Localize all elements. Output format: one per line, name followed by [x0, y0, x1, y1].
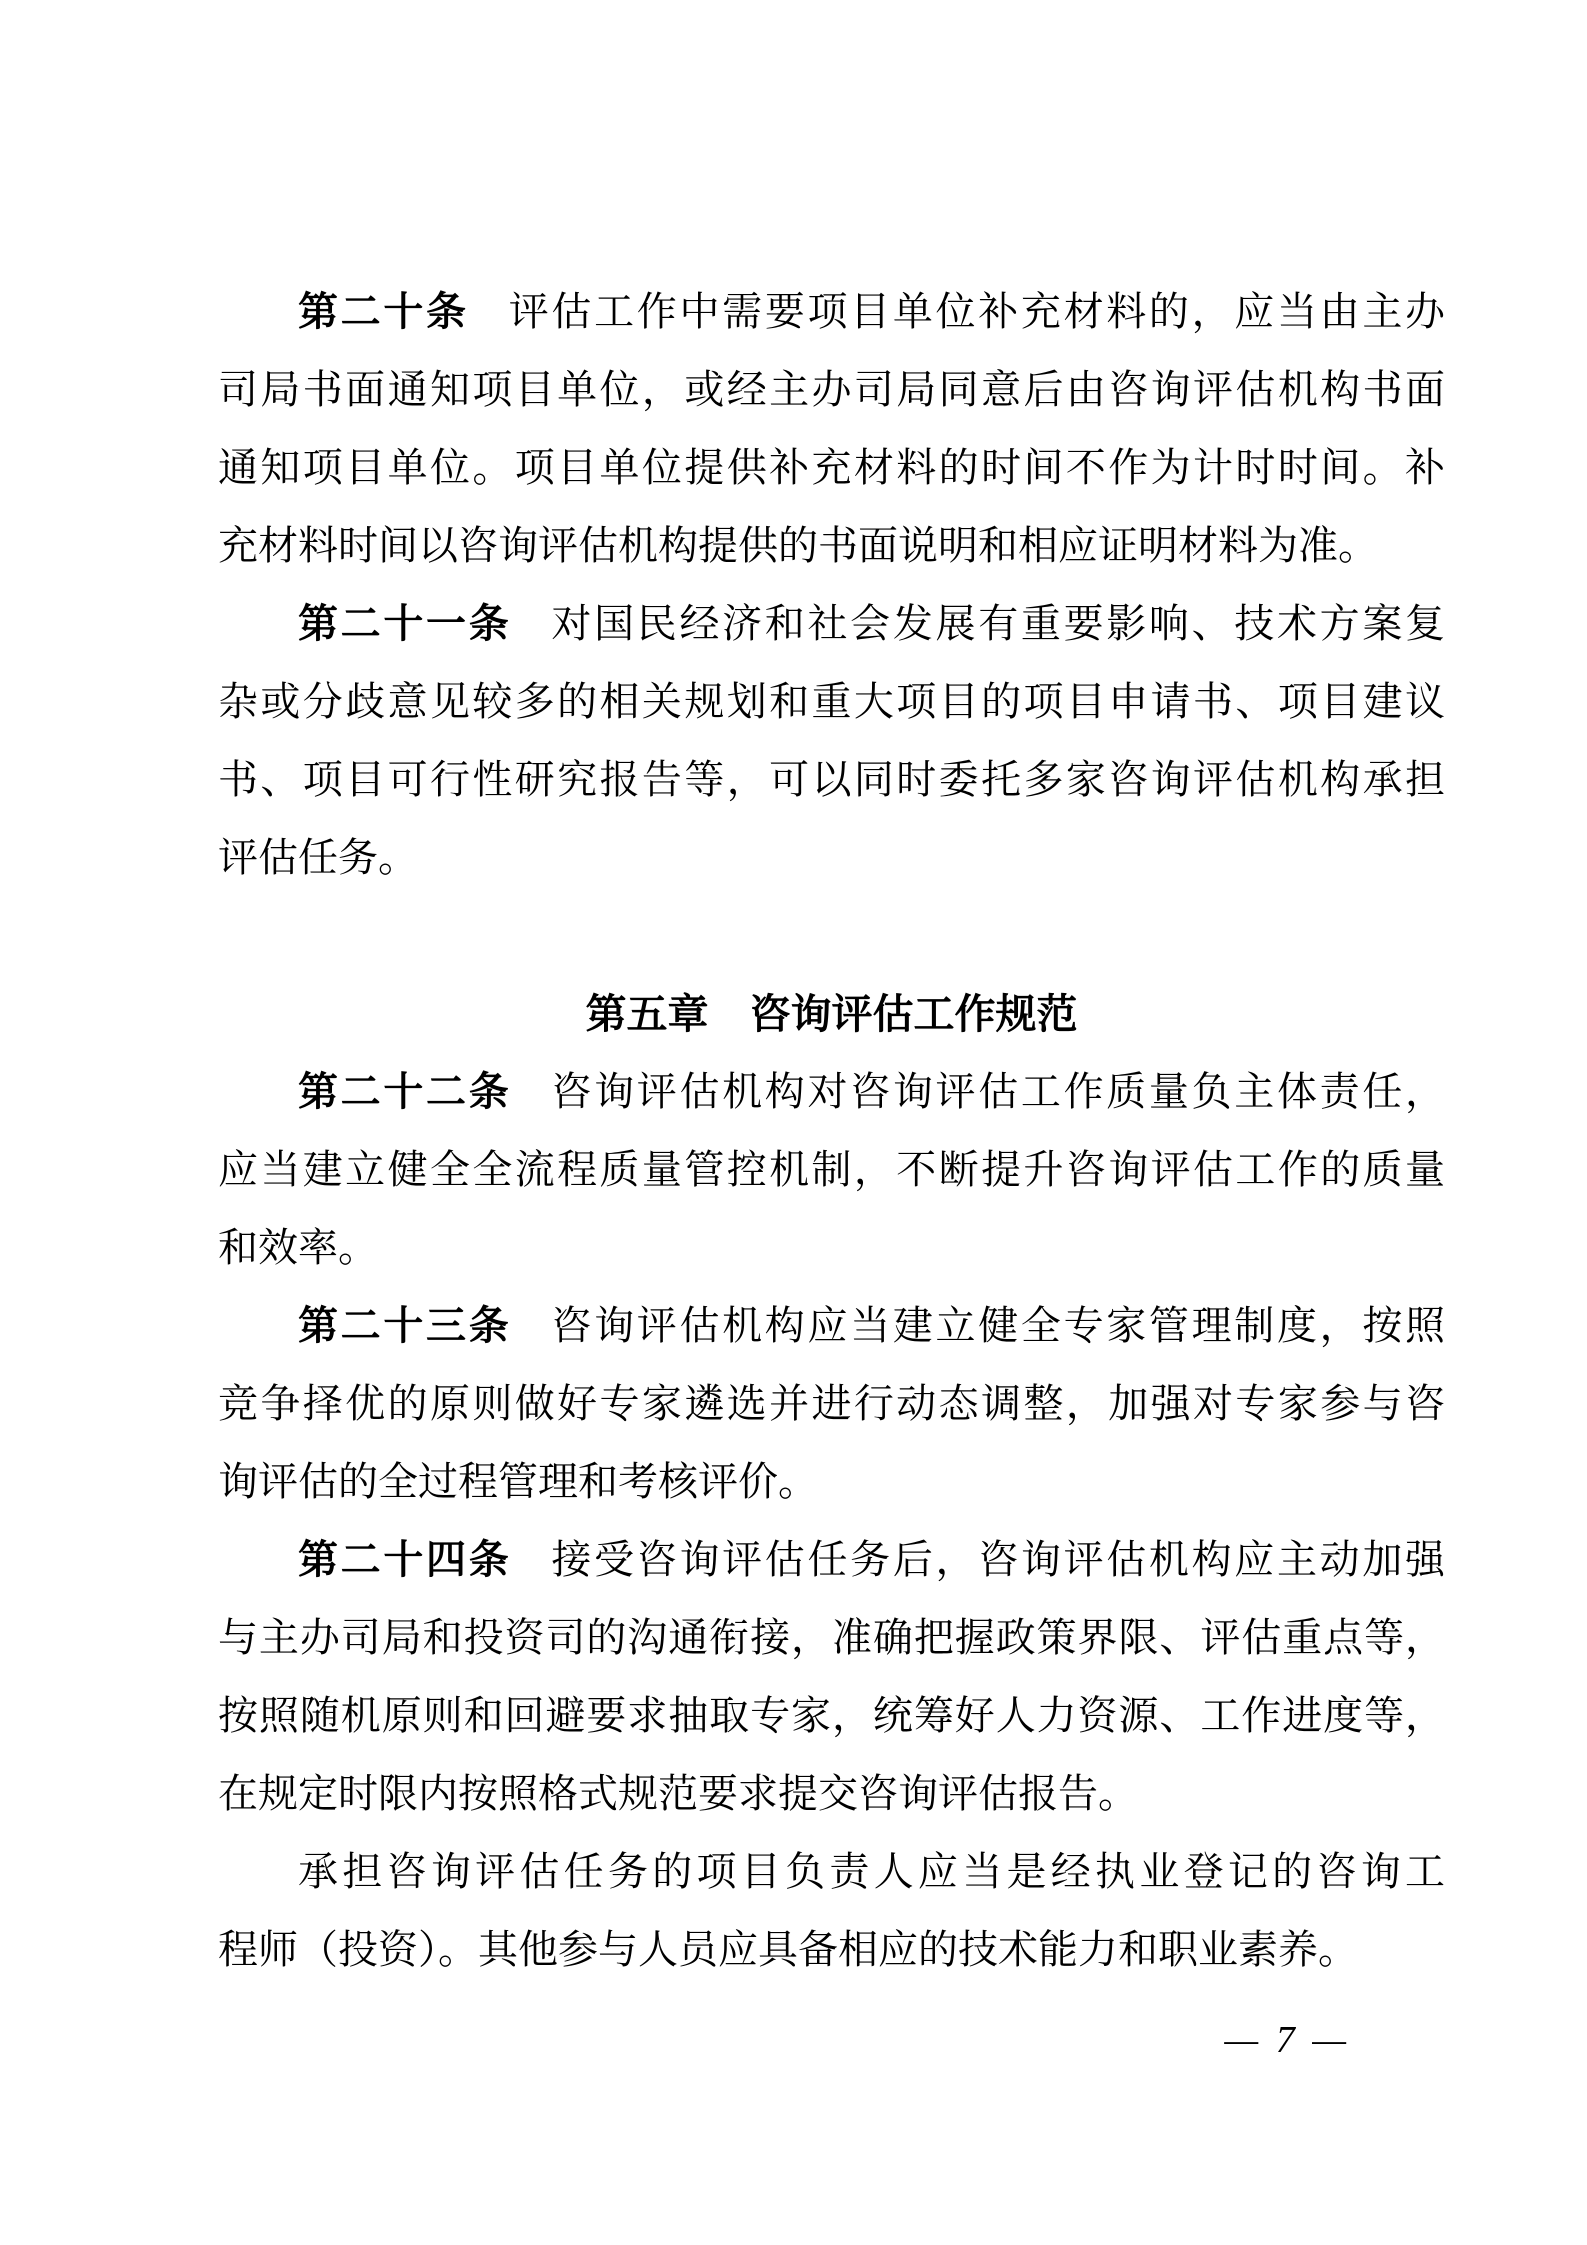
text-line	[218, 1287, 1445, 1365]
text-line	[218, 429, 1445, 507]
line-text: 咨询评估机构应当建立健全专家管理制度，按照	[551, 1303, 1446, 1348]
text-line	[218, 1599, 1445, 1677]
line-text: 咨询评估机构对咨询评估工作质量负主体责任，	[551, 1069, 1446, 1114]
line-text: 通知项目单位。项目单位提供补充材料的时间不作为计时时间。补	[218, 445, 1445, 490]
text-line	[218, 741, 1445, 819]
line-text: 接受咨询评估任务后，咨询评估机构应主动加强	[551, 1537, 1446, 1582]
blank-line	[218, 897, 1445, 975]
line-text: 杂或分歧意见较多的相关规划和重大项目的项目申请书、项目建议	[218, 679, 1445, 724]
article-number: 第二十二条	[298, 1070, 512, 1114]
line-text: 与主办司局和投资司的沟通衔接，准确把握政策界限、评估重点等，	[218, 1615, 1445, 1660]
text-line	[218, 1521, 1445, 1599]
line-text: 在规定时限内按照格式规范要求提交咨询评估报告。	[218, 1771, 1138, 1816]
text-line	[218, 351, 1445, 429]
line-text: 书、项目可行性研究报告等，可以同时委托多家咨询评估机构承担	[218, 757, 1445, 802]
text-line	[218, 1755, 1445, 1833]
line-text: 程师（投资）。其他参与人员应具备相应的技术能力和职业素养。	[218, 1927, 1358, 1972]
text-line	[218, 1131, 1445, 1209]
text-line	[218, 1209, 1445, 1287]
line-text: 司局书面通知项目单位，或经主办司局同意后由咨询评估机构书面	[218, 367, 1445, 412]
text-line	[218, 507, 1445, 585]
line-text: 和效率。	[218, 1225, 378, 1270]
text-line	[218, 1833, 1445, 1911]
line-text: 询评估的全过程管理和考核评价。	[218, 1459, 818, 1504]
text-line	[218, 819, 1445, 897]
text-line	[218, 273, 1445, 351]
line-text: 按照随机原则和回避要求抽取专家，统筹好人力资源、工作进度等，	[218, 1693, 1445, 1738]
text-line	[218, 1053, 1445, 1131]
article-number: 第二十一条	[298, 602, 512, 646]
text-line	[218, 1365, 1445, 1443]
article-number: 第二十条	[298, 290, 469, 334]
line-text: 承担咨询评估任务的项目负责人应当是经执业登记的咨询工	[298, 1849, 1445, 1894]
article-number: 第二十四条	[298, 1538, 512, 1582]
line-text: 评估任务。	[218, 835, 418, 880]
text-line	[218, 663, 1445, 741]
text-line	[218, 1677, 1445, 1755]
chapter-heading: 第五章 咨询评估工作规范	[585, 991, 1078, 1037]
text-line	[218, 1911, 1445, 1989]
text-line	[218, 1443, 1445, 1521]
article-number: 第二十三条	[298, 1304, 512, 1348]
line-text: 竞争择优的原则做好专家遴选并进行动态调整，加强对专家参与咨	[218, 1381, 1445, 1426]
document-body	[218, 273, 1445, 1989]
line-text: 对国民经济和社会发展有重要影响、技术方案复	[551, 601, 1446, 646]
line-text: 充材料时间以咨询评估机构提供的书面说明和相应证明材料为准。	[218, 523, 1378, 568]
text-line	[218, 585, 1445, 663]
line-text: 应当建立健全全流程质量管控机制，不断提升咨询评估工作的质量	[218, 1147, 1445, 1192]
page-number: — 7 —	[1224, 2019, 1350, 2061]
line-text: 评估工作中需要项目单位补充材料的，应当由主办	[508, 289, 1446, 334]
